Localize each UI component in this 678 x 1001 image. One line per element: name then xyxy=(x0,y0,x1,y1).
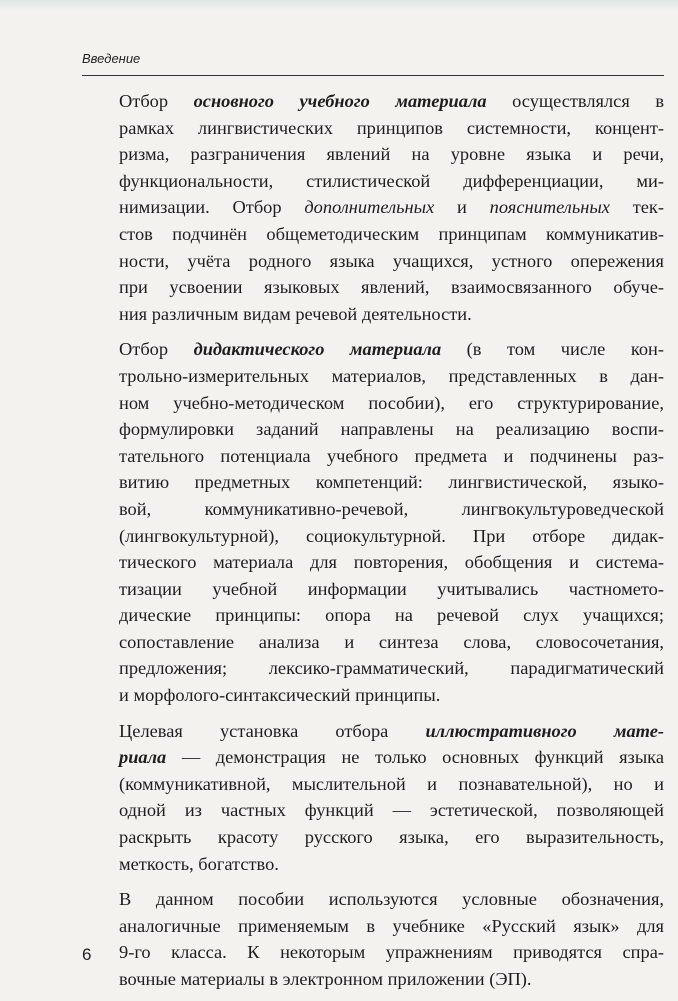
paragraph xyxy=(82,718,664,878)
text-line xyxy=(82,363,664,390)
text-run: при усвоении языковых явлений, взаимосвязанного обуче- xyxy=(119,277,664,298)
text-run: формулировки заданий направлены на реализацию воспи- xyxy=(119,419,664,440)
text-run: (коммуникативной, мыслительной и познавательной), но и xyxy=(119,773,664,794)
text-line xyxy=(82,469,664,496)
running-head: Введение xyxy=(82,51,141,66)
text-run: — демонстрация не только основных функций языка xyxy=(166,747,664,768)
text-run: Отбор xyxy=(119,339,194,360)
text-run: ния различным видам речевой деятельности. xyxy=(119,303,472,324)
text-line xyxy=(82,718,664,745)
text-line xyxy=(82,682,664,709)
body-text xyxy=(82,88,664,993)
paragraph xyxy=(82,886,664,992)
text-line xyxy=(82,115,664,142)
text-line xyxy=(82,771,664,798)
text-run: витию предметных компетенций: лингвистической, языко- xyxy=(119,472,664,493)
paragraph xyxy=(82,88,664,327)
text-line xyxy=(82,523,664,550)
header-rule xyxy=(82,75,664,76)
text-line xyxy=(82,886,664,913)
text-line xyxy=(82,655,664,682)
text-line xyxy=(82,221,664,248)
text-line xyxy=(82,336,664,363)
text-run: стов подчинён общеметодическим принципам коммуникатив- xyxy=(119,223,664,244)
text-line xyxy=(82,274,664,301)
text-run: тательного потенциала учебного предмета и подчинены раз- xyxy=(119,445,664,466)
text-run: меткость, богатство. xyxy=(119,853,279,874)
text-run: аналогичные применяемым в учебнике «Русский язык» для xyxy=(119,915,664,936)
text-line xyxy=(82,549,664,576)
text-line xyxy=(82,939,664,966)
text-run: тизации учебной информации учитывались частномето- xyxy=(119,578,664,599)
text-line xyxy=(82,851,664,878)
text-line xyxy=(82,629,664,656)
text-line xyxy=(82,141,664,168)
text-run: 9-го класса. К некоторым упражнениям приводятся спра- xyxy=(119,942,664,963)
text-run: дические принципы: опора на речевой слух учащихся; xyxy=(119,605,664,626)
text-run: вочные материалы в электронном приложении (ЭП). xyxy=(119,969,532,989)
text-run: одной из частных функций — эстетической, позволяющей xyxy=(119,800,664,821)
text-run: раскрыть красоту русского языка, его выразительность, xyxy=(119,827,664,848)
italic-term: пояснительных xyxy=(489,197,610,218)
text-line xyxy=(82,576,664,603)
text-run: и морфолого-синтаксический принципы. xyxy=(119,685,441,706)
text-run: функциональности, стилистической дифференциации, ми- xyxy=(119,170,664,191)
text-run: В данном пособии используются условные обозначения, xyxy=(119,889,664,910)
text-run: рамках лингвистических принципов системности, концент- xyxy=(119,117,664,138)
text-run: ности, учёта родного языка учащихся, устного опережения xyxy=(119,250,664,271)
text-run: сопоставление анализа и синтеза слова, словосочетания, xyxy=(119,631,664,652)
text-run: нимизации. Отбор xyxy=(119,197,305,218)
text-line xyxy=(82,416,664,443)
text-run: (лингвокультурной), социокультурной. При отборе дидак- xyxy=(119,525,664,546)
text-line xyxy=(82,602,664,629)
text-line xyxy=(82,194,664,221)
page-top-tint xyxy=(0,0,678,10)
text-line xyxy=(82,301,664,328)
emphasized-term: риала xyxy=(119,747,167,768)
emphasized-term: основного учебного материала xyxy=(193,91,487,111)
text-line xyxy=(82,248,664,275)
emphasized-term: иллюстративного мате- xyxy=(425,720,664,741)
emphasized-term: дидактического материала xyxy=(193,339,442,360)
text-run: ном учебно-методическом пособии), его структурирование, xyxy=(119,392,664,413)
text-line xyxy=(82,496,664,523)
text-line xyxy=(82,797,664,824)
text-run: тического материала для повторения, обобщения и системa- xyxy=(119,552,664,573)
text-run: ризма, разграничения явлений на уровне языка и речи, xyxy=(119,144,664,165)
text-run: предложения; лексико-грамматический, парадигматический xyxy=(119,658,664,679)
text-run: осуществлялся в xyxy=(486,91,664,111)
text-run: Отбор xyxy=(119,91,194,111)
paragraph xyxy=(82,336,664,708)
text-line xyxy=(82,913,664,940)
text-line xyxy=(82,443,664,470)
text-line xyxy=(82,966,664,993)
text-line xyxy=(82,744,664,771)
text-run: тек- xyxy=(609,197,664,218)
text-run: (в том числе кон- xyxy=(441,339,665,360)
page-number: 6 xyxy=(82,945,92,964)
italic-term: дополнительных xyxy=(304,197,435,218)
text-line xyxy=(82,390,664,417)
text-run: трольно-измерительных материалов, представленных в дан- xyxy=(119,365,664,386)
text-run: и xyxy=(434,197,490,218)
text-run: вой, коммуникативно-речевой, лингвокультуроведческой xyxy=(119,498,664,519)
text-line xyxy=(82,168,664,195)
text-line xyxy=(82,824,664,851)
text-run: Целевая установка отбора xyxy=(119,720,426,741)
text-line xyxy=(82,88,664,115)
